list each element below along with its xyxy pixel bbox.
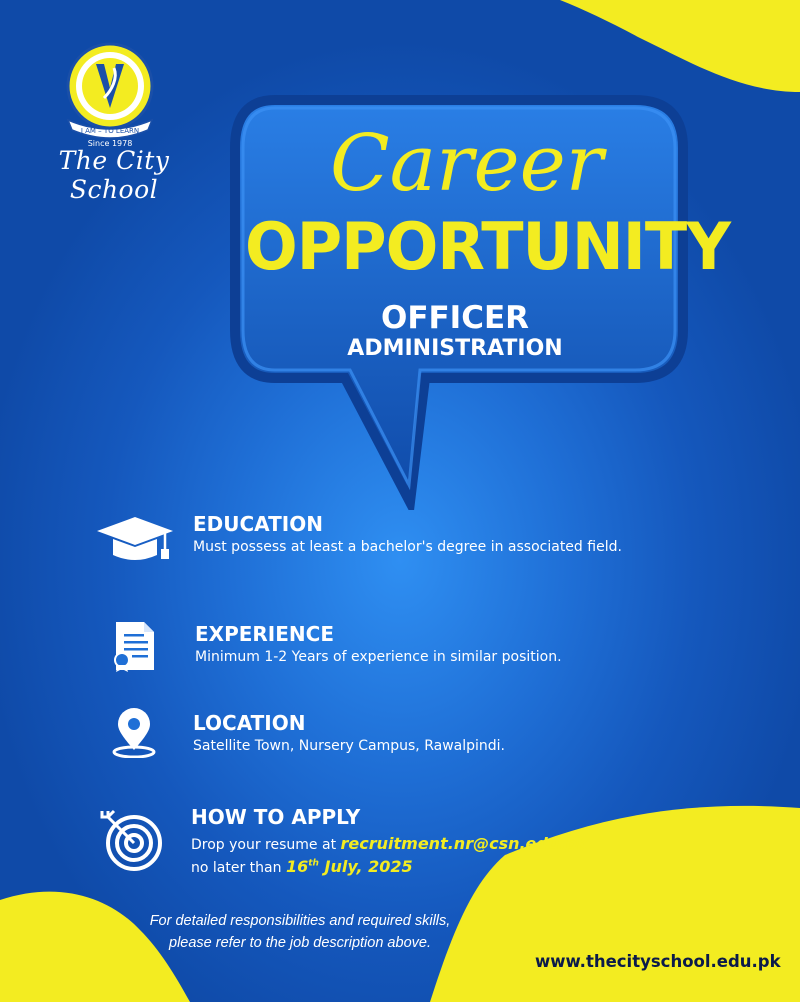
map-pin-icon <box>112 708 156 758</box>
headline-main: OPPORTUNITY <box>245 208 731 285</box>
certificate-document-icon <box>112 620 156 672</box>
target-arrow-icon <box>98 805 168 875</box>
deadline-day: 16 <box>285 857 309 876</box>
apply-title: HOW TO APPLY <box>191 805 361 829</box>
apply-line1 <box>191 834 587 853</box>
deadline-month-year: July, 2025 <box>318 857 413 876</box>
apply-line1-prefix: Drop your resume at <box>191 837 341 853</box>
brand-name: The City School <box>58 146 170 204</box>
school-logo <box>60 38 160 148</box>
deadline-suffix: th <box>308 858 319 869</box>
logo-since-text: Since 1978 <box>87 139 133 148</box>
footer-note-line1: For detailed responsibilities and required skills, <box>149 913 451 929</box>
graduation-cap-icon <box>95 515 175 563</box>
role-title-line1: OFFICER <box>380 300 530 336</box>
role-title-line2: ADMINISTRATION <box>347 336 563 361</box>
education-text: Must possess at least a bachelor's degree in associated field. <box>193 539 622 555</box>
footer-note <box>120 910 480 954</box>
location-title: LOCATION <box>193 711 306 735</box>
experience-text: Minimum 1-2 Years of experience in similar position. <box>195 649 562 665</box>
footer-note-line2: please refer to the job description above. <box>169 935 431 951</box>
experience-title: EXPERIENCE <box>195 622 334 646</box>
deadline-date <box>286 857 413 876</box>
location-text: Satellite Town, Nursery Campus, Rawalpindi. <box>193 738 505 754</box>
apply-line2 <box>191 857 413 876</box>
apply-line2-prefix: no later than <box>191 860 286 876</box>
apply-email-link[interactable]: recruitment.nr@csn.edu.pk <box>340 834 588 853</box>
headline-script: Career <box>330 119 604 209</box>
education-title: EDUCATION <box>193 512 323 536</box>
website-link[interactable]: www.thecityschool.edu.pk <box>535 952 781 971</box>
logo-ribbon-text: I AM – TO LEARN <box>80 127 140 135</box>
